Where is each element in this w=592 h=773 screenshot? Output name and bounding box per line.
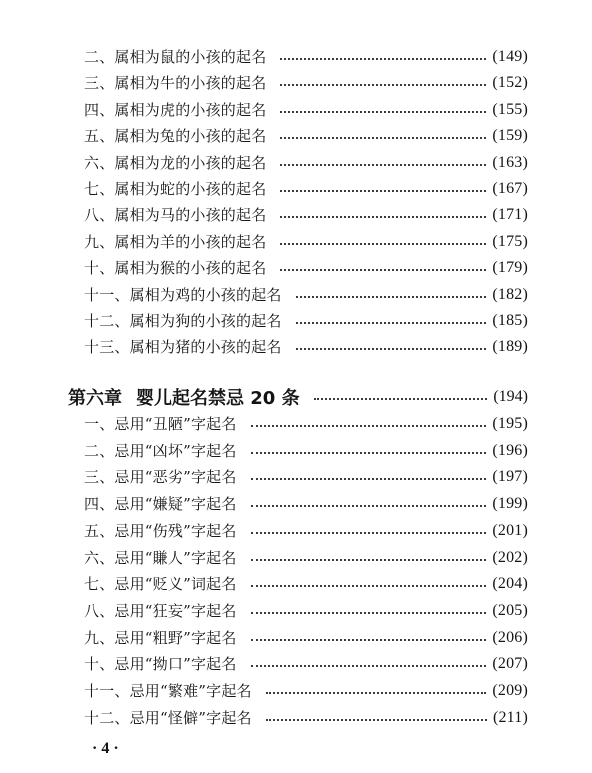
dot-leader bbox=[251, 532, 487, 534]
toc-entry bbox=[84, 545, 528, 571]
toc-entry-page-number: (211) bbox=[492, 708, 528, 726]
toc-entry-page-number: (195) bbox=[492, 415, 528, 432]
toc-entry-page-number: (204) bbox=[492, 575, 528, 593]
dot-leader bbox=[251, 559, 487, 561]
toc-entry-page-number: (206) bbox=[492, 628, 528, 646]
toc-entry-page-number: (185) bbox=[492, 312, 528, 329]
toc-entry-page-number: (149) bbox=[492, 48, 528, 65]
dot-leader bbox=[296, 322, 487, 324]
toc-entry-page-number: (175) bbox=[492, 232, 528, 250]
toc-entry-title: 六、忌用“賺人”字起名 bbox=[84, 548, 237, 567]
dot-leader bbox=[251, 665, 487, 667]
dot-leader bbox=[251, 612, 487, 614]
dot-leader bbox=[251, 585, 487, 587]
chapter-number: 第六章 bbox=[68, 388, 122, 409]
page-number-footer: · 4 · bbox=[92, 740, 119, 757]
toc-entry bbox=[84, 334, 528, 360]
dot-leader bbox=[280, 84, 486, 86]
toc-entry-page-number: (163) bbox=[492, 153, 528, 171]
toc-entry bbox=[84, 518, 528, 544]
toc-entry bbox=[84, 438, 528, 464]
chapter-page-number: (194) bbox=[493, 388, 528, 405]
toc-entry bbox=[84, 678, 528, 704]
toc-entry-page-number: (196) bbox=[492, 441, 528, 459]
toc-entry-title: 四、忌用“嫌疑”字起名 bbox=[84, 495, 237, 514]
toc-entry bbox=[84, 97, 528, 123]
toc-entry bbox=[84, 625, 528, 651]
dot-leader bbox=[280, 243, 486, 245]
toc-entry-title: 三、属相为牛的小孩的起名 bbox=[84, 74, 267, 93]
toc-entry bbox=[84, 464, 528, 490]
dot-leader bbox=[280, 111, 486, 113]
chapter-heading bbox=[68, 383, 528, 411]
dot-leader bbox=[280, 137, 486, 139]
dot-leader bbox=[314, 398, 488, 400]
toc-entry-page-number: (202) bbox=[492, 548, 528, 566]
dot-leader bbox=[251, 452, 487, 454]
toc-entry bbox=[84, 44, 528, 70]
dot-leader bbox=[251, 478, 487, 480]
toc-entry-page-number: (209) bbox=[492, 682, 528, 699]
toc-entry-title: 十一、属相为鸡的小孩的起名 bbox=[84, 285, 282, 304]
toc-entry-page-number: (167) bbox=[492, 180, 528, 197]
toc-entry-page-number: (171) bbox=[492, 206, 528, 224]
toc-entry bbox=[84, 308, 528, 334]
toc-entry-title: 七、忌用“贬义”词起名 bbox=[84, 575, 237, 594]
dot-leader bbox=[251, 425, 487, 427]
toc-entry bbox=[84, 202, 528, 228]
toc-entry-title: 一、忌用“丑陋”字起名 bbox=[84, 415, 237, 433]
toc-entry bbox=[84, 255, 528, 281]
toc-entry-page-number: (205) bbox=[492, 601, 528, 619]
toc-entry bbox=[84, 491, 528, 517]
toc-entry-page-number: (207) bbox=[492, 655, 528, 673]
toc-entry bbox=[84, 705, 528, 731]
dot-leader bbox=[280, 164, 486, 166]
toc-entry-title: 十一、忌用“繁难”字起名 bbox=[84, 682, 252, 700]
toc-entry-title: 十三、属相为猪的小孩的起名 bbox=[84, 338, 282, 357]
toc-entry bbox=[84, 598, 528, 624]
toc-entry bbox=[84, 123, 528, 149]
dot-leader bbox=[280, 190, 486, 192]
toc-entry-page-number: (189) bbox=[492, 338, 528, 356]
toc-entry-title: 五、忌用“伤残”字起名 bbox=[84, 521, 237, 540]
toc-entry-title: 七、属相为蛇的小孩的起名 bbox=[84, 180, 267, 198]
toc-entry-title: 五、属相为兔的小孩的起名 bbox=[84, 127, 267, 146]
toc-entry bbox=[84, 282, 528, 308]
toc-entry-title: 十、属相为猴的小孩的起名 bbox=[84, 259, 267, 278]
toc-entry-page-number: (155) bbox=[492, 100, 528, 118]
toc-entry bbox=[84, 150, 528, 176]
toc-entry bbox=[84, 229, 528, 255]
toc-entry bbox=[84, 571, 528, 597]
toc-entry-title: 六、属相为龙的小孩的起名 bbox=[84, 153, 267, 172]
dot-leader bbox=[280, 58, 486, 60]
toc-entry-title: 九、属相为羊的小孩的起名 bbox=[84, 232, 267, 251]
toc-entry bbox=[84, 70, 528, 96]
toc-entry-title: 十二、忌用“怪僻”字起名 bbox=[84, 708, 252, 727]
toc-entry-page-number: (179) bbox=[492, 259, 528, 277]
toc-entry-title: 八、忌用“狂妄”字起名 bbox=[84, 601, 237, 620]
toc-entry-page-number: (197) bbox=[492, 468, 528, 486]
dot-leader bbox=[280, 269, 486, 271]
dot-leader bbox=[296, 348, 487, 350]
dot-leader bbox=[296, 296, 487, 298]
toc-entry-title: 二、忌用“凶坏”字起名 bbox=[84, 441, 237, 460]
toc-entry-title: 三、忌用“恶劣”字起名 bbox=[84, 468, 237, 487]
toc-entry-title: 八、属相为马的小孩的起名 bbox=[84, 206, 267, 225]
dot-leader bbox=[251, 505, 487, 507]
dot-leader bbox=[251, 639, 487, 641]
toc-entry bbox=[84, 176, 528, 202]
toc-entry-page-number: (152) bbox=[492, 74, 528, 92]
dot-leader bbox=[266, 692, 487, 694]
toc-entry-page-number: (199) bbox=[492, 495, 528, 513]
toc-entry-title: 十二、属相为狗的小孩的起名 bbox=[84, 312, 282, 330]
toc-entry-title: 十、忌用“拗口”字起名 bbox=[84, 655, 237, 674]
toc-entry-page-number: (201) bbox=[492, 521, 528, 539]
toc-entry-title: 二、属相为鼠的小孩的起名 bbox=[84, 48, 267, 66]
toc-entry bbox=[84, 411, 528, 437]
dot-leader bbox=[280, 216, 486, 218]
chapter-title: 婴儿起名禁忌 20 条 bbox=[136, 388, 300, 409]
toc-entry-page-number: (159) bbox=[492, 127, 528, 145]
toc-entry-title: 四、属相为虎的小孩的起名 bbox=[84, 100, 267, 119]
dot-leader bbox=[266, 719, 487, 721]
toc-entry-page-number: (182) bbox=[492, 285, 528, 303]
toc-entry bbox=[84, 651, 528, 677]
toc-entry-title: 九、忌用“粗野”字起名 bbox=[84, 628, 237, 647]
